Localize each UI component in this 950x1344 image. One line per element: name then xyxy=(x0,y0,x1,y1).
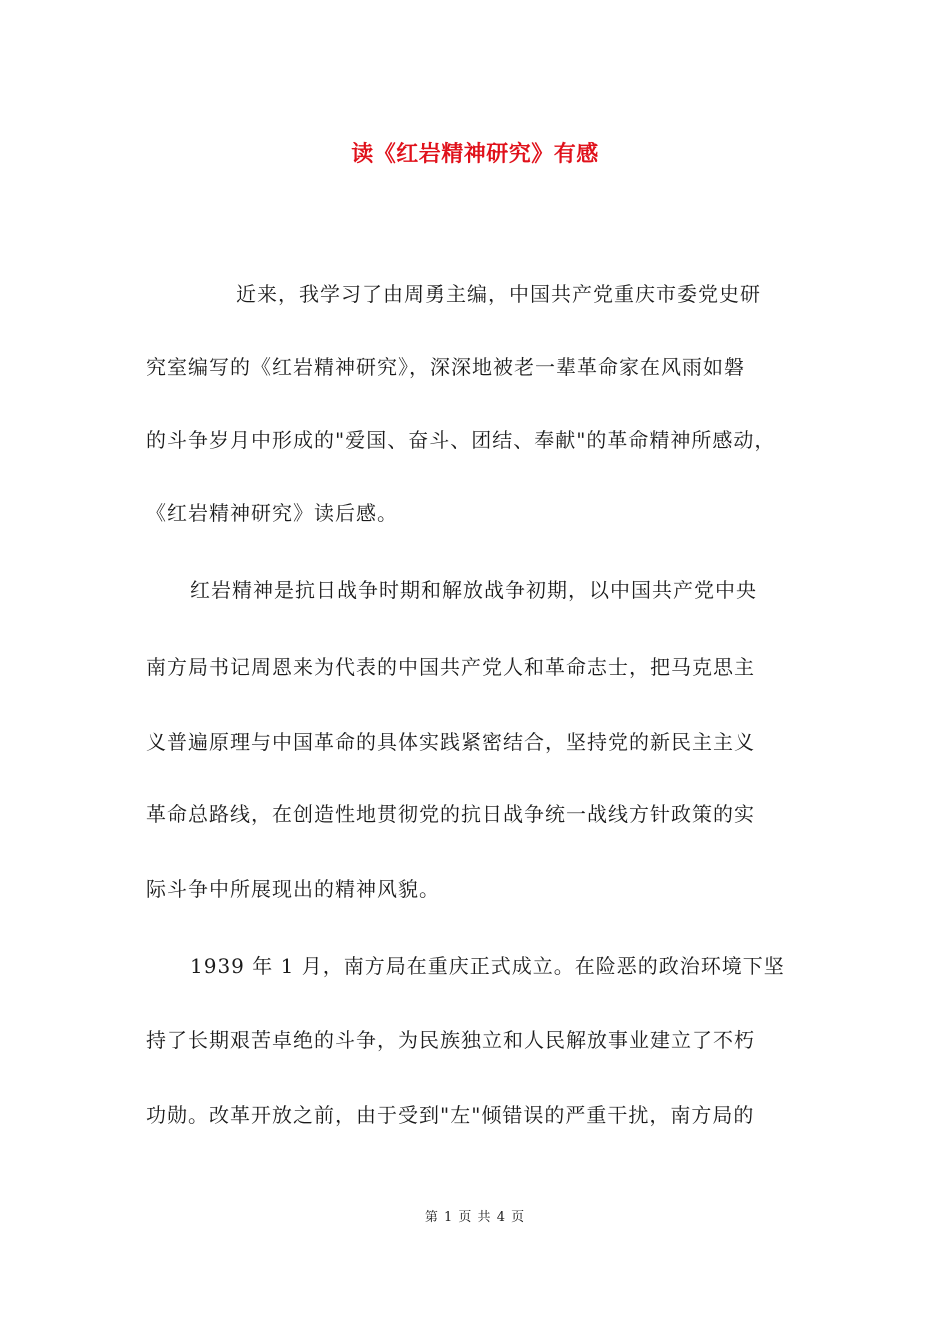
paragraph-line: 功勋。改革开放之前，由于受到"左"倾错误的严重干扰，南方局的 xyxy=(146,1103,755,1127)
paragraph-line: 1939 年 1 月，南方局在重庆正式成立。在险恶的政治环境下坚 xyxy=(190,954,785,978)
paragraph-line: 南方局书记周恩来为代表的中国共产党人和革命志士，把马克思主 xyxy=(146,655,755,679)
paragraph-line: 的斗争岁月中形成的"爱国、奋斗、团结、奉献"的革命精神所感动， xyxy=(146,428,776,452)
paragraph-line: 究室编写的《红岩精神研究》，深深地被老一辈革命家在风雨如磐 xyxy=(146,355,745,379)
paragraph-line: 红岩精神是抗日战争时期和解放战争初期，以中国共产党中央 xyxy=(190,578,757,602)
paragraph-line: 持了长期艰苦卓绝的斗争，为民族独立和人民解放事业建立了不朽 xyxy=(146,1028,755,1052)
paragraph-line: 革命总路线，在创造性地贯彻党的抗日战争统一战线方针政策的实 xyxy=(146,802,755,826)
document-title: 读《红岩精神研究》有感 xyxy=(351,141,599,167)
page-number: 第 1 页 共 4 页 xyxy=(424,1210,526,1225)
paragraph-line: 近来，我学习了由周勇主编，中国共产党重庆市委党史研 xyxy=(236,282,761,306)
paragraph-line: 《红岩精神研究》读后感。 xyxy=(146,501,398,525)
paragraph-line: 义普遍原理与中国革命的具体实践紧密结合，坚持党的新民主主义 xyxy=(146,730,755,754)
paragraph-line: 际斗争中所展现出的精神风貌。 xyxy=(146,877,440,901)
